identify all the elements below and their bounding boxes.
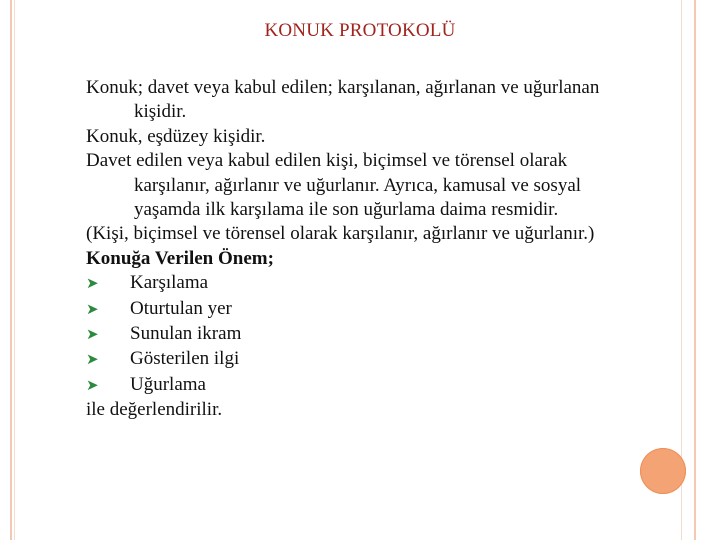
list-item [86,373,646,398]
slide-body [86,76,646,423]
list-item [86,322,646,347]
paragraph-summary: (Kişi, biçimsel ve törensel olarak karşılanır, ağırlanır ve uğurlanır.) [86,223,595,245]
list-item-label: Gösterilen ilgi [130,348,240,370]
section-heading: Konuğa Verilen Önem; [86,247,274,269]
arrow-bullet-icon: ➤ [86,276,99,293]
list-item [86,347,646,372]
list-item-label: Uğurlama [130,373,206,395]
list-item-label: Karşılama [130,272,209,294]
list-item [86,297,646,322]
paragraph-definition: Konuk; davet veya kabul edilen; karşılanan, ağırlanan ve uğurlanan kişidir. [86,77,600,123]
slide-title: KONUK PROTOKOLÜ [264,20,456,41]
decorative-circle [640,448,686,494]
list-item-label: Oturtulan yer [130,297,232,319]
paragraph-reception: Davet edilen veya kabul edilen kişi, biçimsel ve törensel olarak karşılanır, ağırlanır ve uğurlanır. Ayrıca, kamusal ve sosyal yaşamda ilk karşılama ile son uğurlama daima resmidir. [86,150,582,221]
arrow-bullet-icon: ➤ [86,301,99,318]
paragraph-peer: Konuk, eşdüzey kişidir. [86,125,266,147]
arrow-bullet-icon: ➤ [86,352,99,369]
closing-line: ile değerlendirilir. [86,399,223,421]
list-item [86,271,646,296]
arrow-bullet-icon: ➤ [86,377,99,394]
list-item-label: Sunulan ikram [130,323,242,345]
arrow-bullet-icon: ➤ [86,327,99,344]
